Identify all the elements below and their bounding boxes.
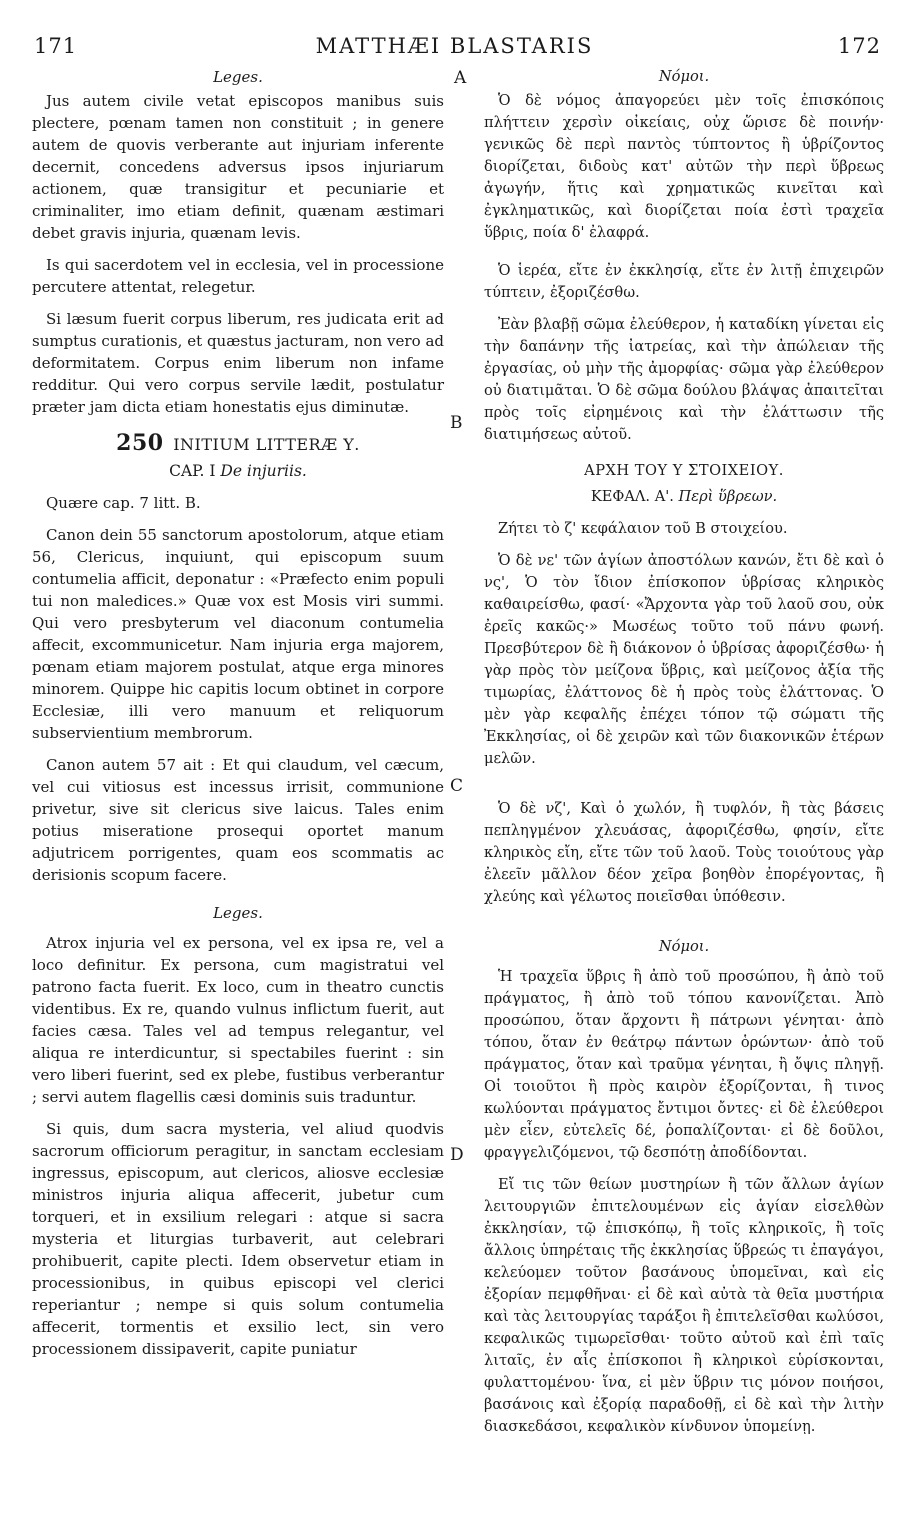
latin-paragraph: Quære cap. 7 litt. B. <box>46 494 201 512</box>
chapter-caption <box>32 460 444 482</box>
latin-paragraph: Si quis, dum sacra mysteria, vel aliud quodvis sacrorum officiorum peragitur, in sanctam ecclesiam ingressus, episcopum, aut clericos, aliosve ecclesiæ ministros injuria aliqua affecerit, jubetur cum torqueri, et in exsilium relegari : atque si sacra mysteria et liturgias turbaverit, aut celebrari prohibuerit, capite plecti. Idem observetur etiam in processionibus, in quibus episcopi vel clerici reperiantur ; nempe si quis solum contumelia affecerit, tormentis et exsilio lect, sin vero processionem dissipaverit, capite puniatur <box>32 1120 444 1358</box>
page-number-right: 172 <box>837 34 881 58</box>
section-number: 250 <box>116 430 164 456</box>
margin-letter-c: C <box>450 776 464 796</box>
greek-paragraph: Ζήτει τὸ ζ' κεφάλαιον τοῦ Β στοιχείου. <box>498 520 788 537</box>
greek-paragraph: Ὁ δὲ νόμος ἀπαγορεύει μὲν τοῖς ἐπισκόποις πλήττειν χερσὶν οἰκείαις, οὐχ ὥρισε δὲ ποινήν· γενικῶς δὲ περὶ παντὸς τύπτοντος ἢ ὑβρίζοντος διορίζεται, διδοὺς κατ' αὐτῶν τὴν περὶ ὕβρεως ἀγωγήν, ἥτις καὶ χρηματικῶς κινεῖται καὶ ἐγκληματικῶς, καὶ διορίζεται ποία ἐστὶ τραχεῖα ὕβρις, ποία δ' ἐλαφρά. <box>484 92 884 241</box>
margin-letter-b: B <box>450 413 463 433</box>
chapter-heading: ΑΡΧΗ ΤΟΥ Υ ΣΤΟΙΧΕΙΟΥ. <box>584 462 784 479</box>
latin-column <box>32 66 444 1370</box>
greek-paragraph: Ὁ δὲ νζ', Καὶ ὁ χωλόν, ἢ τυφλόν, ἢ τὰς βάσεις πεπληγμένον χλευάσας, ἀφοριζέσθω, φησίν, εἴτε κληρικὸς εἴη, εἴτε τῶν τοῦ λαοῦ. Τοὺς τοιούτους γὰρ ἐλεεῖν μᾶλλον δέον χεῖρα βοηθὸν ἐπορέγοντας, ἢ χλεύης καὶ γέλωτος ποιεῖσθαι ὑπόθεσιν. <box>484 800 884 905</box>
page-number-left: 171 <box>34 34 78 58</box>
section-heading-leges: Leges. <box>213 904 263 922</box>
greek-paragraph: Ὁ δὲ νε' τῶν ἁγίων ἀποστόλων κανών, ἔτι δὲ καὶ ὁ νς', Ὁ τὸν ἴδιον ἐπίσκοπον ὑβρίσας κληρικὸς καθαιρείσθω, φασί· «Ἄρχοντα γὰρ τοῦ λαοῦ σου, οὐκ ἐρεῖς κακῶς·» Μωσέως τοῦτο τοῦ πάνυ φωνή. Πρεσβύτερον δὲ ἢ διάκονον ὁ ὑβρίσας ἀφοριζέσθω· ἡ γὰρ πρὸς τὸν μείζονα ὕβρις, καὶ μείζονος ἀξία τῆς τιμωρίας, ἐλάττονος δὲ ἡ πρὸς τοὺς ἐλάττονας. Ὁ μὲν γὰρ κεφαλῆς ἐπέχει τόπον τῷ σώματι τῆς Ἐκκλησίας, οἱ δὲ χειρῶν καὶ τῶν διακονικῶν ἑτέρων μελῶν. <box>484 552 884 767</box>
latin-paragraph: Atrox injuria vel ex persona, vel ex ipsa re, vel a loco definitur. Ex persona, cum magistratui vel patrono facta fuerit. Ex loco, cum in theatro cunctis videntibus. Ex re, quando vulnus inflictum fuerit, aut facies cæsa. Tales vel ad tempus relegantur, vel aliqua re interdicuntur, si spectabiles fuerint : sin vero liberi fuerint, sed ex plebe, fustibus verberantur ; servi autem flagellis cæsi dominis suis traduntur. <box>32 934 444 1106</box>
latin-paragraph: Canon autem 57 ait : Et qui claudum, vel cæcum, vel cui vitiosus est incessus irrisit, communione privetur, sive sit clericus sive laicus. Tales enim potius miseratione prosequi oportet manum adjutricem porrigentes, quam eos scommatis ac derisionis scopum facere. <box>32 756 444 884</box>
greek-column <box>484 66 884 1448</box>
latin-paragraph: Canon dein 55 sanctorum apostolorum, atque etiam 56, Clericus, inquiunt, qui episcopum suum contumelia afficit, deponatur : «Præfecto enim populi tui non maledices.» Quæ vox est Mosis viri summi. Qui vero presbyterum vel diaconum contumelia affecit, excommunicetur. Nam injuria erga majorem, pœnam etiam majorem postulat, atque erga minores minorem. Quippe hic capitis locum obtinet in corpore Ecclesiæ, illi vero manuum et reliquorum subservientium membrorum. <box>32 526 444 742</box>
greek-paragraph: Ἡ τραχεῖα ὕβρις ἢ ἀπὸ τοῦ προσώπου, ἢ ἀπὸ τοῦ πράγματος, ἢ ἀπὸ τοῦ τόπου κανονίζεται. Ἀπὸ προσώπου, ὅταν ἄρχοντι ἢ πάτρωνι γένηται· ἀπὸ τόπου, ὅταν ἐν θεάτρῳ πάντων ὁρώντων· ἀπὸ τοῦ πράγματος, ὅταν καὶ τραῦμα γένηται, ἢ ὄψις πληγῇ. Οἱ τοιοῦτοι ἢ πρὸς καιρὸν ἐξορίζονται, ἢ τινος κωλύονται πράγματος ἔντιμοι ὄντες· εἰ δὲ ἐλεύθεροι μὲν εἶεν, εὐτελεῖς δέ, ῥοπαλίζονται· εἰ δὲ δοῦλοι, φραγγελιζόμενοι, τῷ δεσπότῃ ἀποδίδονται. <box>484 968 884 1161</box>
chapter-label: ΚΕΦΑΛ. Α'. <box>590 488 674 505</box>
margin-letter-a: A <box>454 68 467 88</box>
section-heading-leges: Leges. <box>213 68 263 86</box>
section-title: INITIUM LITTERÆ Υ. <box>173 435 360 454</box>
chapter-title: Περὶ ὕβρεων. <box>678 488 778 505</box>
latin-paragraph: Si læsum fuerit corpus liberum, res judicata erit ad sumptus curationis, et quæstus jacturam, non vero ad deformitatem. Corpus enim liberum non infame redditur. Qui vero corpus servile lædit, postulatur præter jam dicta etiam honestatis ejus diminutæ. <box>32 310 444 416</box>
greek-paragraph: Εἴ τις τῶν θείων μυστηρίων ἢ τῶν ἄλλων ἁγίων λειτουργιῶν ἐπιτελουμένων εἰς ἁγίαν εἰσελθὼν ἐκκλησίαν, τῷ ἐπισκόπῳ, ἢ τοῖς κληρικοῖς, ἢ τοῖς ἄλλοις ὑπηρέταις τῆς ἐκκλησίας ὕβρεώς τι ἐπαγάγοι, κελεύομεν τοῦτον βασάνους ὑπομεῖναι, καὶ εἰς ἐξορίαν πεμφθῆναι· εἰ δὲ καὶ αὐτὰ τὰ θεῖα μυστήρια καὶ τὰς λειτουργίας ταράξοι ἢ ἐπιτελεῖσθαι κωλύσοι, κεφαλικῶς τιμωρεῖσθαι· τοῦτο αὐτοῦ καὶ ἐπὶ ταῖς λιταῖς, ἐν αἷς ἐπίσκοποι ἢ κληρικοὶ εὑρίσκονται, φυλαττομένου· ἵνα, εἰ μὲν ὕβριν τις μόνον ποιήσοι, βασάνοις καὶ ἐξορίᾳ παραδοθῇ, εἰ δὲ καὶ τὴν λιτὴν διασκεδάσοι, κεφαλικὸν κίνδυνον ὑπομείνῃ. <box>484 1176 884 1435</box>
chapter-title: De injuriis. <box>220 462 307 480</box>
chapter-caption <box>484 486 884 508</box>
running-title: MATTHÆI BLASTARIS <box>315 34 594 58</box>
margin-letter-d: D <box>450 1145 464 1165</box>
chapter-heading <box>32 432 444 456</box>
latin-paragraph: Is qui sacerdotem vel in ecclesia, vel in processione percutere attentat, relegetur. <box>32 256 444 296</box>
latin-paragraph: Jus autem civile vetat episcopos manibus suis plectere, pœnam tamen non constituit ; in genere autem de quovis verberante aut injuriam inferente decernit, concedens adversus ipsos injuriarum actionem, quæ transigitur et pecuniarie et criminaliter, imo etiam definit, quænam æstimari debet gravis injuria, quænam levis. <box>32 92 444 242</box>
section-heading-nomoi: Νόμοι. <box>658 938 710 955</box>
greek-paragraph: Ὁ ἱερέα, εἴτε ἐν ἐκκλησίᾳ, εἴτε ἐν λιτῇ ἐπιχειρῶν τύπτειν, ἐξοριζέσθω. <box>484 262 884 301</box>
chapter-label: CAP. I <box>169 462 216 480</box>
greek-paragraph: Ἐὰν βλαβῇ σῶμα ἐλεύθερον, ἡ καταδίκη γίνεται εἰς τὴν δαπάνην τῆς ἰατρείας, καὶ τὴν ἀπώλειαν τῆς ἐργασίας, οὐ μὴν τῆς ἀμορφίας· σῶμα γὰρ ἐλεύθερον οὐ διατιμᾶται. Ὁ δὲ σῶμα δούλου βλάψας ἀπαιτεῖται πρὸς τοῖς εἰρημένοις καὶ τὴν ἐλάττωσιν τῆς διατιμήσεως αὐτοῦ. <box>484 316 884 443</box>
section-heading-nomoi: Νόμοι. <box>658 68 710 85</box>
